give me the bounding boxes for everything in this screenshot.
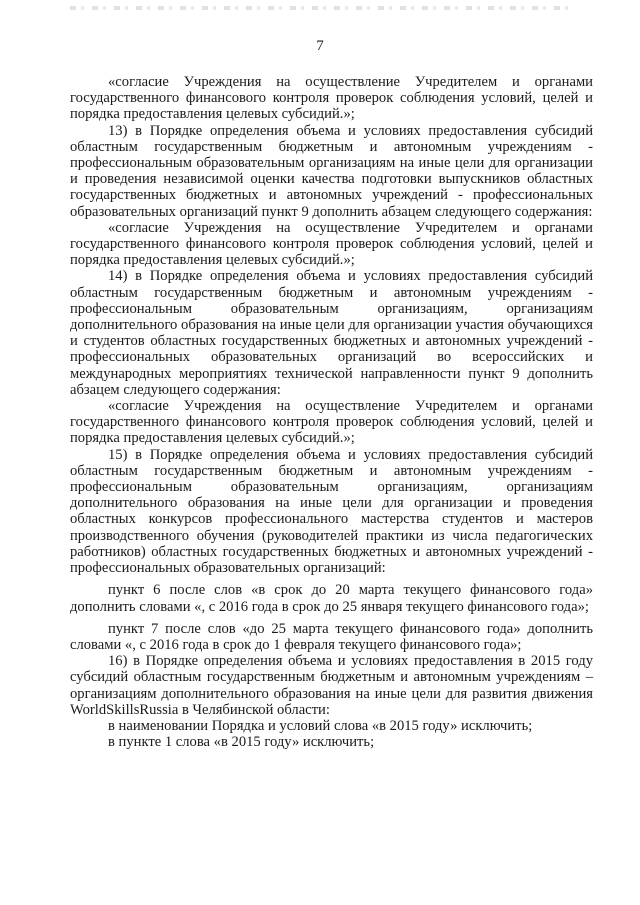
paragraph-item-16: 16) в Порядке определения объема и условиях предоставления в 2015 году субсидий областным государственным бюджетным и автономным учреждениям – организациям дополнительного образования на иные цели для развития движения WorldSkillsRussia в Челябинской области:	[70, 653, 593, 718]
paragraph-item-13: 13) в Порядке определения объема и условиях предоставления субсидий областным государственным бюджетным и автономным учреждениям - профессиональным образовательным организациям на иные цели для организации и проведения независимой оценки качества подготовки выпускников областных государственных бюджетных и автономных учреждений - профессиональных образовательных организаций пункт 9 дополнить абзацем следующего содержания:	[70, 122, 593, 220]
paragraph-item-15: 15) в Порядке определения объема и условиях предоставления субсидий областным государственным бюджетным и автономным учреждениям - профессиональным образовательным организациям, организациям дополнительного образования на иные цели для организации и проведения областных конкурсов профессионального мастерства студентов и мастеров производственного обучения (руководителей практики из числа педагогических работников) областных государственных бюджетных и автономных учреждений - профессиональных образовательных организаций:	[70, 446, 593, 577]
paragraph-quote-3: «согласие Учреждения на осуществление Учредителем и органами государственного финансового контроля проверок соблюдения условий, целей и порядка предоставления целевых субсидий.»;	[70, 398, 593, 447]
paragraph-title-change: в наименовании Порядка и условий слова «в 2015 году» исключить;	[108, 717, 533, 734]
page-number: 7	[316, 38, 324, 54]
paragraph-point-7: пункт 7 после слов «до 25 марта текущего финансового года» дополнить словами «, с 2016 года в срок до 1 февраля текущего финансового года»;	[70, 620, 593, 653]
scan-artifact	[70, 6, 570, 10]
paragraph-quote-1: «согласие Учреждения на осуществление Учредителем и органами государственного финансового контроля проверок соблюдения условий, целей и порядка предоставления целевых субсидий.»;	[70, 74, 593, 123]
paragraph-point-6: пункт 6 после слов «в срок до 20 марта текущего финансового года» дополнить словами «, с 2016 года в срок до 25 января текущего финансового года»;	[70, 582, 593, 615]
paragraph-point-1-change: в пункте 1 слова «в 2015 году» исключить;	[108, 734, 375, 751]
paragraph-quote-2: «согласие Учреждения на осуществление Учредителем и органами государственного финансового контроля проверок соблюдения условий, целей и порядка предоставления целевых субсидий.»;	[70, 219, 593, 269]
document-body	[70, 74, 593, 750]
paragraph-item-14: 14) в Порядке определения объема и условиях предоставления субсидий областным государственным бюджетным и автономным учреждениям - профессиональным образовательным организациям, организациям дополнительного образования на иные цели для организации участия обучающихся и студентов областных государственных бюджетных и автономных учреждений - профессиональных образовательных организаций во всероссийских и международных мероприятиях технической направленности пункт 9 дополнить абзацем следующего содержания:	[70, 268, 593, 398]
